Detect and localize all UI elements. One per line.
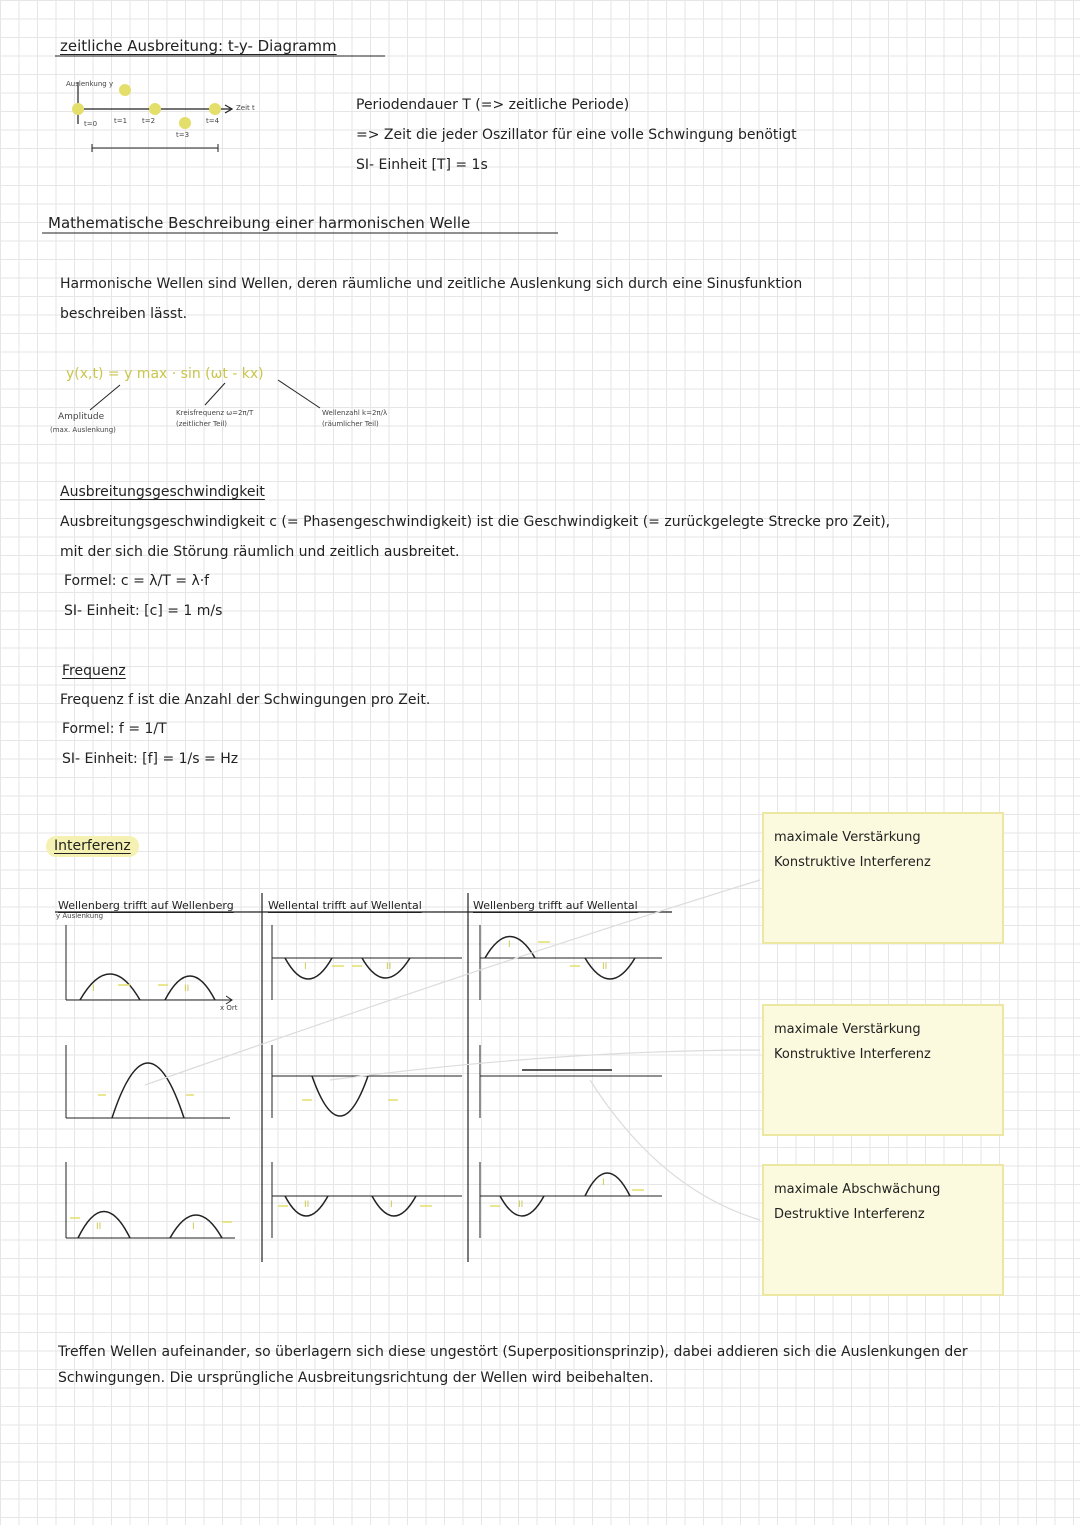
interference-grid: [55, 893, 672, 1262]
axis-label-t: Zeit t: [236, 104, 255, 112]
result-box-1-line1: maximale Verstärkung: [774, 830, 921, 845]
result-box-2-line2: Konstruktive Interferenz: [774, 1046, 931, 1062]
label-kreisfrequenz: Kreisfrequenz ω=2π/T: [176, 409, 254, 417]
tick-t1: t=1: [114, 117, 128, 125]
col3-heading: Wellenberg trifft auf Wellental: [473, 899, 638, 912]
col2-step1: [272, 925, 462, 1000]
ausbreitung-line2: mit der sich die Störung räumlich und zeitlich ausbreitet.: [60, 544, 460, 560]
col3-step1: [480, 925, 662, 1000]
marker-c1s1-i: I: [92, 984, 95, 994]
result-box-konstruktiv-1: [762, 812, 1004, 944]
marker-c1s3-ii: II: [96, 1222, 102, 1232]
math-text-line2: beschreiben lässt.: [60, 306, 188, 322]
marker-c3s3-i: I: [602, 1178, 605, 1188]
summary-paragraph: Treffen Wellen aufeinander, so überlagern sich diese ungestört (Superpositionsprinzip), dabei addieren sich die Auslenkungen der Schwingungen. Die ursprüngliche Ausbreitungsrichtung der Wellen wird beibehalten.: [58, 1344, 968, 1386]
result-box-3-line2: Destruktive Interferenz: [774, 1206, 925, 1222]
label-wellenzahl-sub: (räumlicher Teil): [322, 420, 379, 428]
col2-heading: Wellental trifft auf Wellental: [268, 899, 422, 912]
label-amplitude-sub: (max. Auslenkung): [50, 426, 116, 434]
axis-label-y: Auslenkung y: [66, 80, 114, 88]
result-box-konstruktiv-2: [762, 1004, 1004, 1136]
marker-c1s3-i: I: [192, 1222, 195, 1232]
ausbreitung-line1: Ausbreitungsgeschwindigkeit c (= Phasengeschwindigkeit) ist die Geschwindigkeit (= zurückgelegte Strecke pro Zeit),: [60, 514, 891, 530]
result-box-3-line1: maximale Abschwächung: [774, 1182, 941, 1197]
periode-line2: => Zeit die jeder Oszillator für eine volle Schwingung benötigt: [356, 127, 797, 143]
marker-c2s3-i: I: [390, 1200, 393, 1210]
math-text-line1: Harmonische Wellen sind Wellen, deren räumliche und zeitliche Auslenkung sich durch eine Sinusfunktion: [60, 276, 803, 292]
result-box-1-line2: Konstruktive Interferenz: [774, 854, 931, 870]
wave-formula: y(x,t) = y max · sin (ωt - kx): [66, 366, 264, 382]
frequenz-formel: Formel: f = 1/T: [62, 721, 167, 737]
label-amplitude: Amplitude: [58, 412, 105, 422]
col2-step2: [272, 1045, 462, 1118]
col1-heading: Wellenberg trifft auf Wellenberg: [58, 899, 234, 912]
marker-c3s3-ii: II: [518, 1200, 524, 1210]
tick-t2: t=2: [142, 117, 156, 125]
periode-line3: SI- Einheit [T] = 1s: [356, 157, 488, 173]
section-heading-zeitliche-ausbreitung: zeitliche Ausbreitung: t-y- Diagramm: [60, 37, 337, 55]
section-heading-ausbreitung: Ausbreitungsgeschwindigkeit: [60, 484, 265, 500]
interference-axis-y: y Auslenkung: [56, 912, 104, 920]
section-heading-interferenz: Interferenz: [46, 836, 139, 857]
col3-step3: [480, 1162, 662, 1238]
label-wellenzahl: Wellenzahl k=2π/λ: [322, 409, 388, 417]
frequenz-einheit: SI- Einheit: [f] = 1/s = Hz: [62, 751, 239, 767]
col1-step1: [66, 925, 232, 1004]
frequenz-text: Frequenz f ist die Anzahl der Schwingungen pro Zeit.: [60, 692, 431, 708]
marker-c2s3-ii: II: [304, 1200, 310, 1210]
section-heading-math: Mathematische Beschreibung einer harmonischen Welle: [48, 214, 471, 232]
marker-c2s1-ii: II: [386, 962, 392, 972]
col1-step2: [66, 1045, 230, 1118]
ausbreitung-einheit: SI- Einheit: [c] = 1 m/s: [64, 603, 223, 619]
marker-c3s1-i: I: [508, 940, 511, 950]
tick-t4: t=4: [206, 117, 220, 125]
interference-axis-x: x Ort: [220, 1004, 238, 1012]
periode-line1: Periodendauer T (=> zeitliche Periode): [356, 97, 630, 113]
section-heading-frequenz: Frequenz: [62, 663, 126, 679]
result-box-2-line1: maximale Verstärkung: [774, 1022, 921, 1037]
marker-c3s1-ii: II: [602, 962, 608, 972]
col2-step3: [272, 1162, 462, 1238]
marker-c2s1-i: I: [304, 962, 307, 972]
ausbreitung-formel: Formel: c = λ/T = λ·f: [64, 573, 210, 589]
marker-c1s1-ii: II: [184, 984, 190, 994]
result-box-destruktiv: [762, 1164, 1004, 1296]
tick-t0: t=0: [84, 120, 98, 128]
label-kreisfrequenz-sub: (zeitlicher Teil): [176, 420, 227, 428]
col1-step3: [66, 1162, 235, 1238]
tick-t3: t=3: [176, 131, 190, 139]
